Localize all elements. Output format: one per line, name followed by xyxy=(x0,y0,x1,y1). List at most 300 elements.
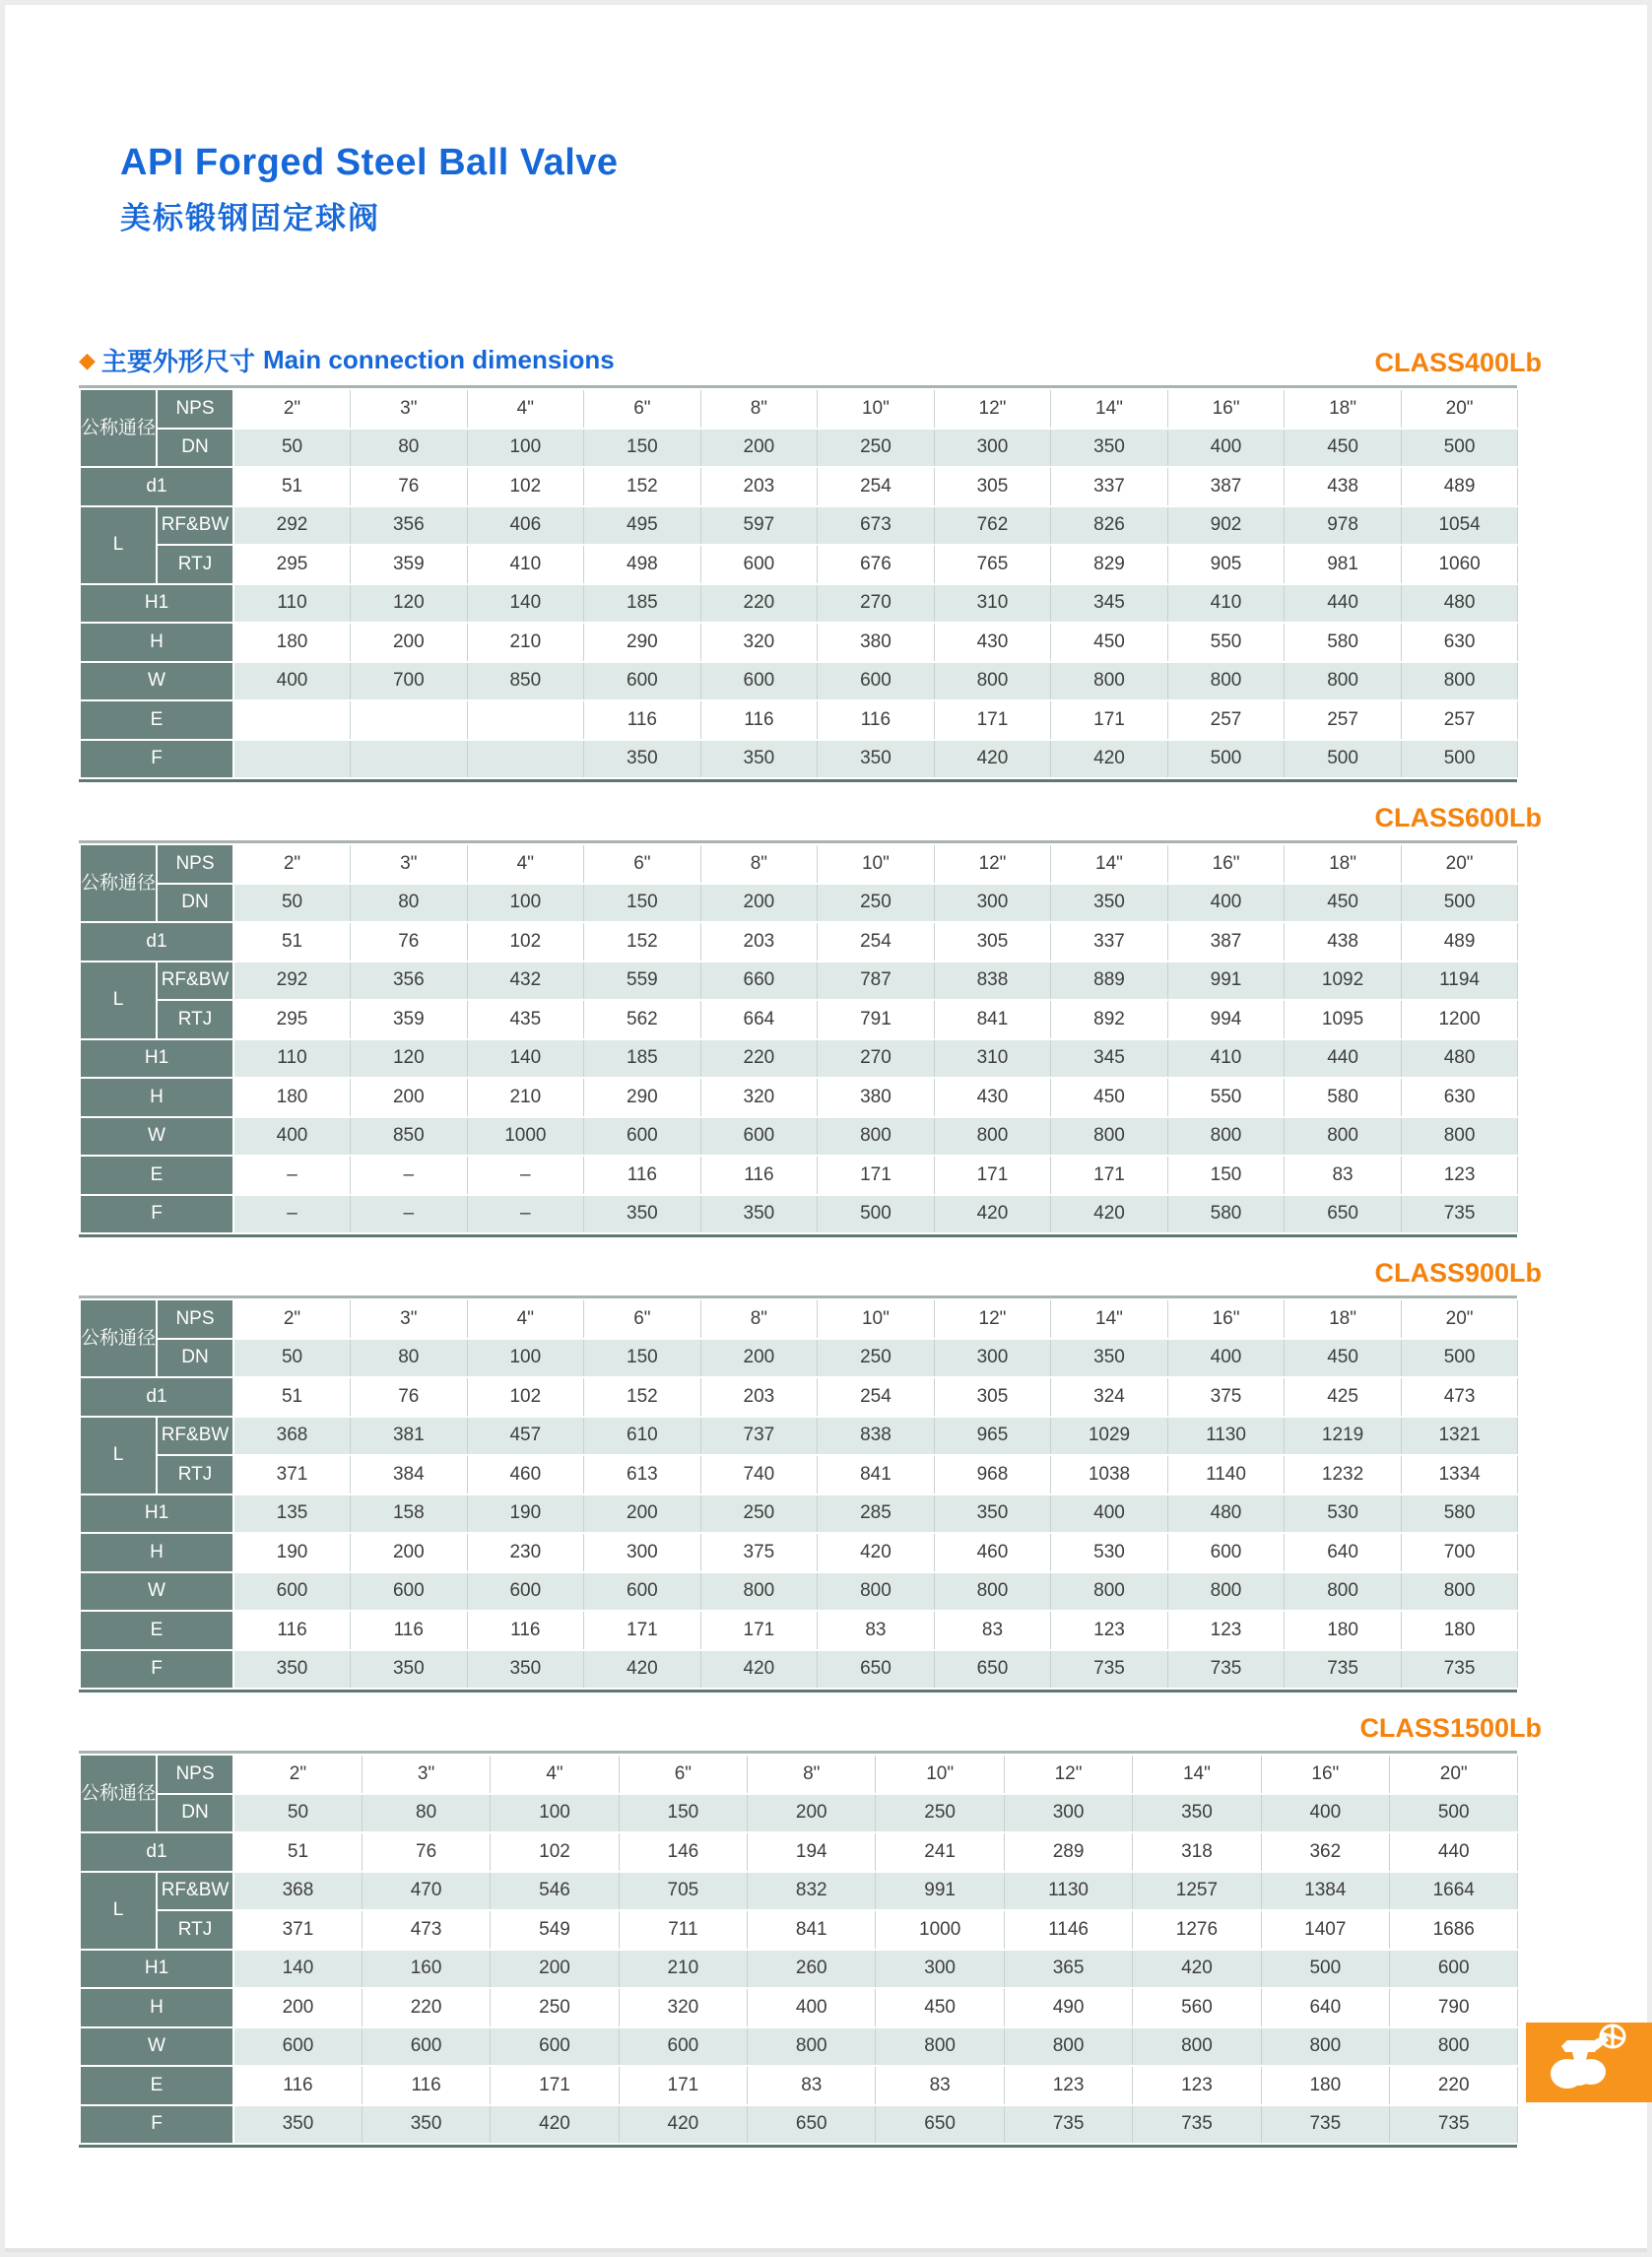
table-cell: 345 xyxy=(1051,584,1168,624)
table-cell: 140 xyxy=(467,1039,584,1079)
table-cell: 8" xyxy=(700,389,818,429)
table-cell: 800 xyxy=(818,1572,935,1612)
table-cell: 300 xyxy=(584,1533,701,1572)
table-cell: 350 xyxy=(818,740,935,779)
table-cell: 800 xyxy=(876,2027,1004,2067)
table-cell: 200 xyxy=(700,884,818,923)
table-cell: 460 xyxy=(934,1533,1051,1572)
table-cell: 14" xyxy=(1051,844,1168,884)
table-cell: 673 xyxy=(818,506,935,546)
table-cell: 8" xyxy=(748,1755,876,1794)
table-cell: 171 xyxy=(1051,1156,1168,1195)
table-cell: 300 xyxy=(1004,1794,1132,1833)
table-cell: 254 xyxy=(818,922,935,962)
table-row xyxy=(80,1950,1518,1989)
table-cell: 116 xyxy=(362,2066,490,2105)
table-cell: 356 xyxy=(351,962,468,1001)
table-cell: 1060 xyxy=(1401,545,1518,584)
table-cell: 50 xyxy=(233,429,351,468)
table-cell: 16" xyxy=(1167,389,1285,429)
table-cell: 735 xyxy=(1133,2105,1261,2145)
section-heading-en: Main connection dimensions xyxy=(262,345,615,374)
table-cell: 800 xyxy=(1285,1117,1402,1157)
table-cell: 1200 xyxy=(1401,1000,1518,1039)
table-cell: 260 xyxy=(748,1950,876,1989)
table-cell: 285 xyxy=(818,1494,935,1534)
table-cell: 705 xyxy=(619,1872,747,1911)
table-cell: 400 xyxy=(748,1988,876,2027)
table-cell: 546 xyxy=(491,1872,619,1911)
table-cell: 650 xyxy=(876,2105,1004,2145)
table-cell: 1276 xyxy=(1133,1910,1261,1950)
table-cell: 600 xyxy=(351,1572,468,1612)
table-cell: 600 xyxy=(584,1117,701,1157)
table-cell: 250 xyxy=(491,1988,619,2027)
table-row xyxy=(80,1195,1518,1234)
table-cell: 368 xyxy=(233,1417,351,1456)
table-cell: 300 xyxy=(876,1950,1004,1989)
table-cell: 800 xyxy=(1004,2027,1132,2067)
table-cell: 116 xyxy=(233,1611,351,1650)
table-cell: 530 xyxy=(1285,1494,1402,1534)
table-cell: 580 xyxy=(1285,623,1402,662)
table-row xyxy=(80,1910,1518,1950)
table-cell: 700 xyxy=(351,662,468,701)
table-cell: 700 xyxy=(1401,1533,1518,1572)
table-cell: 102 xyxy=(467,467,584,506)
table-cell: 350 xyxy=(1051,429,1168,468)
table-cell: 800 xyxy=(934,1117,1051,1157)
table-cell: 664 xyxy=(700,1000,818,1039)
table-cell: 600 xyxy=(818,662,935,701)
table-cell: 420 xyxy=(934,740,1051,779)
table-cell: 400 xyxy=(1167,1339,1285,1378)
table-cell: 185 xyxy=(584,1039,701,1079)
table-cell: 230 xyxy=(467,1533,584,1572)
table-cell: 600 xyxy=(233,2027,362,2067)
table-cell: 20" xyxy=(1390,1755,1518,1794)
table-cell: 735 xyxy=(1401,1650,1518,1690)
row-label: RF&BW xyxy=(157,1872,233,1911)
table-cell: 337 xyxy=(1051,922,1168,962)
table-cell: 841 xyxy=(934,1000,1051,1039)
table-cell: 735 xyxy=(1261,2105,1389,2145)
table-cell: 375 xyxy=(700,1533,818,1572)
table-cell: 650 xyxy=(1285,1195,1402,1234)
table-cell: – xyxy=(233,1195,351,1234)
table-cell: 597 xyxy=(700,506,818,546)
row-label: L xyxy=(80,506,157,584)
ball-valve-icon xyxy=(1526,2023,1652,2102)
table-cell: 180 xyxy=(1261,2066,1389,2105)
table-row xyxy=(80,1533,1518,1572)
table-row xyxy=(80,429,1518,468)
table-cell: 711 xyxy=(619,1910,747,1950)
table-cell: 1095 xyxy=(1285,1000,1402,1039)
table-cell: 600 xyxy=(700,1117,818,1157)
table-cell: 400 xyxy=(1167,884,1285,923)
row-label: F xyxy=(80,1650,233,1690)
table-cell: 180 xyxy=(1401,1611,1518,1650)
table-row xyxy=(80,700,1518,740)
row-label: W xyxy=(80,1572,233,1612)
table-cell: 12" xyxy=(934,1299,1051,1339)
table-row xyxy=(80,1494,1518,1534)
table-cell: 500 xyxy=(1401,429,1518,468)
row-label: NPS xyxy=(157,844,233,884)
table-cell: 580 xyxy=(1285,1078,1402,1117)
table-row xyxy=(80,740,1518,779)
table-cell: 640 xyxy=(1285,1533,1402,1572)
row-label: d1 xyxy=(80,1377,233,1417)
table-cell: 440 xyxy=(1390,1832,1518,1872)
table-cell: 562 xyxy=(584,1000,701,1039)
table-cell: 51 xyxy=(233,1832,362,1872)
table-cell: 420 xyxy=(934,1195,1051,1234)
table-cell: 14" xyxy=(1051,389,1168,429)
table-cell: 425 xyxy=(1285,1377,1402,1417)
table-cell: 116 xyxy=(233,2066,362,2105)
table-cell: 420 xyxy=(491,2105,619,2145)
table-cell: 116 xyxy=(700,1156,818,1195)
table-cell: 410 xyxy=(1167,1039,1285,1079)
table-cell: 735 xyxy=(1401,1195,1518,1234)
table-cell: 892 xyxy=(1051,1000,1168,1039)
table-cell: 80 xyxy=(362,1794,490,1833)
table-cell: 800 xyxy=(1285,1572,1402,1612)
table-cell: 171 xyxy=(584,1611,701,1650)
section-header xyxy=(79,1714,1542,1744)
table-cell: 250 xyxy=(818,429,935,468)
table-row xyxy=(80,1455,1518,1494)
table-cell: 430 xyxy=(934,623,1051,662)
table-cell: 110 xyxy=(233,1039,351,1079)
table-row xyxy=(80,1339,1518,1378)
table-cell: 1054 xyxy=(1401,506,1518,546)
class-label-1500: CLASS1500Lb xyxy=(1359,1713,1542,1743)
row-label: 公称通径 xyxy=(80,1755,157,1832)
table-cell: 359 xyxy=(351,545,468,584)
table-cell: 3" xyxy=(351,844,468,884)
table-cell: 200 xyxy=(584,1494,701,1534)
table-cell: 289 xyxy=(1004,1832,1132,1872)
table-cell: – xyxy=(351,1195,468,1234)
table-cell: 152 xyxy=(584,922,701,962)
table-cell: 16" xyxy=(1167,1299,1285,1339)
table-cell xyxy=(467,700,584,740)
table-cell: 1232 xyxy=(1285,1455,1402,1494)
row-label: d1 xyxy=(80,1832,233,1872)
table-cell: 500 xyxy=(1401,1339,1518,1378)
table-cell: 150 xyxy=(584,1339,701,1378)
table-cell: 80 xyxy=(351,884,468,923)
table-cell: 610 xyxy=(584,1417,701,1456)
table-cell: 300 xyxy=(934,884,1051,923)
row-label: DN xyxy=(157,884,233,923)
table-cell: 600 xyxy=(584,1572,701,1612)
row-label: 公称通径 xyxy=(80,1299,157,1377)
class-label-900: CLASS900Lb xyxy=(1374,1258,1542,1288)
section-heading xyxy=(79,342,615,378)
table-row xyxy=(80,1611,1518,1650)
table-cell: 300 xyxy=(934,1339,1051,1378)
table-row xyxy=(80,1832,1518,1872)
table-cell: 375 xyxy=(1167,1377,1285,1417)
table-cell: 480 xyxy=(1167,1494,1285,1534)
table-row xyxy=(80,844,1518,884)
table-cell: 489 xyxy=(1401,922,1518,962)
dimensions-table-class900 xyxy=(79,1295,1517,1693)
row-label: RF&BW xyxy=(157,506,233,546)
table-cell: 210 xyxy=(619,1950,747,1989)
table-cell: 800 xyxy=(1401,1572,1518,1612)
row-label: F xyxy=(80,740,233,779)
table-cell: 123 xyxy=(1167,1611,1285,1650)
section-header xyxy=(79,1259,1542,1289)
row-label: H xyxy=(80,1988,233,2027)
table-cell: 1407 xyxy=(1261,1910,1389,1950)
row-label: H1 xyxy=(80,1039,233,1079)
table-cell: 100 xyxy=(491,1794,619,1833)
table-cell: 660 xyxy=(700,962,818,1001)
table-cell: 550 xyxy=(1167,1078,1285,1117)
table-cell: 489 xyxy=(1401,467,1518,506)
table-cell: 420 xyxy=(584,1650,701,1690)
table-cell: 185 xyxy=(584,584,701,624)
table-cell: 150 xyxy=(584,429,701,468)
row-label: F xyxy=(80,2105,233,2145)
row-label: NPS xyxy=(157,389,233,429)
table-cell: 420 xyxy=(700,1650,818,1690)
table-cell: 2" xyxy=(233,389,351,429)
table-cell: 420 xyxy=(1133,1950,1261,1989)
table-cell: 320 xyxy=(700,623,818,662)
table-cell: 438 xyxy=(1285,467,1402,506)
table-cell: 250 xyxy=(818,1339,935,1378)
table-cell: 152 xyxy=(584,1377,701,1417)
table-cell: 200 xyxy=(351,1078,468,1117)
table-cell: 790 xyxy=(1390,1988,1518,2027)
table-cell: – xyxy=(467,1156,584,1195)
table-row xyxy=(80,1117,1518,1157)
dimension-table xyxy=(79,1298,1518,1690)
table-cell xyxy=(233,740,351,779)
table-cell: 150 xyxy=(1167,1156,1285,1195)
table-cell: 676 xyxy=(818,545,935,584)
table-cell: 432 xyxy=(467,962,584,1001)
table-cell: 380 xyxy=(818,1078,935,1117)
diamond-icon: ◆ xyxy=(79,347,96,372)
table-cell: 310 xyxy=(934,584,1051,624)
table-cell: 337 xyxy=(1051,467,1168,506)
table-cell: 120 xyxy=(351,1039,468,1079)
table-cell: 16" xyxy=(1167,844,1285,884)
table-cell: 310 xyxy=(934,1039,1051,1079)
table-cell: 384 xyxy=(351,1455,468,1494)
table-cell: 200 xyxy=(700,1339,818,1378)
table-cell: 116 xyxy=(584,700,701,740)
table-cell: 100 xyxy=(467,429,584,468)
table-cell: 140 xyxy=(233,1950,362,1989)
table-cell: 100 xyxy=(467,1339,584,1378)
table-cell: 991 xyxy=(1167,962,1285,1001)
table-cell: 981 xyxy=(1285,545,1402,584)
table-cell: 250 xyxy=(876,1794,1004,1833)
row-label: E xyxy=(80,1156,233,1195)
row-label: H1 xyxy=(80,1494,233,1534)
table-cell: 194 xyxy=(748,1832,876,1872)
table-cell: 905 xyxy=(1167,545,1285,584)
table-cell: 600 xyxy=(619,2027,747,2067)
row-label: H1 xyxy=(80,1950,233,1989)
table-cell: 20" xyxy=(1401,389,1518,429)
table-cell: 254 xyxy=(818,1377,935,1417)
table-row xyxy=(80,389,1518,429)
table-row xyxy=(80,1299,1518,1339)
table-cell: 500 xyxy=(1285,740,1402,779)
table-cell: 100 xyxy=(467,884,584,923)
table-cell: 250 xyxy=(700,1494,818,1534)
table-cell: 838 xyxy=(818,1417,935,1456)
table-cell: 500 xyxy=(1167,740,1285,779)
table-row xyxy=(80,1039,1518,1079)
table-cell: 735 xyxy=(1167,1650,1285,1690)
row-label: L xyxy=(80,962,157,1039)
dimensions-table-class400 xyxy=(79,385,1517,782)
table-cell: – xyxy=(467,1195,584,1234)
table-cell: 800 xyxy=(1051,1572,1168,1612)
table-cell: 460 xyxy=(467,1455,584,1494)
table-cell: 80 xyxy=(351,429,468,468)
table-cell: 171 xyxy=(934,700,1051,740)
table-cell: 387 xyxy=(1167,467,1285,506)
table-cell: 457 xyxy=(467,1417,584,1456)
table-cell: 150 xyxy=(619,1794,747,1833)
table-cell: 800 xyxy=(748,2027,876,2067)
table-cell: 640 xyxy=(1261,1988,1389,2027)
table-cell: 16" xyxy=(1261,1755,1389,1794)
table-cell: 1130 xyxy=(1004,1872,1132,1911)
content-area xyxy=(79,343,1542,2148)
table-cell: 600 xyxy=(1390,1950,1518,1989)
table-cell: 318 xyxy=(1133,1832,1261,1872)
table-row xyxy=(80,506,1518,546)
table-cell: 1092 xyxy=(1285,962,1402,1001)
table-row xyxy=(80,922,1518,962)
table-cell: 350 xyxy=(700,740,818,779)
table-cell: 400 xyxy=(1167,429,1285,468)
table-cell: 51 xyxy=(233,467,351,506)
table-cell: 1130 xyxy=(1167,1417,1285,1456)
table-cell: 450 xyxy=(1051,623,1168,662)
table-row xyxy=(80,884,1518,923)
table-row xyxy=(80,1794,1518,1833)
table-row xyxy=(80,2027,1518,2067)
table-cell: 450 xyxy=(1285,1339,1402,1378)
table-cell: 320 xyxy=(700,1078,818,1117)
table-cell: 4" xyxy=(467,389,584,429)
table-cell: 171 xyxy=(491,2066,619,2105)
table-cell: 490 xyxy=(1004,1988,1132,2027)
row-label: W xyxy=(80,662,233,701)
table-row xyxy=(80,1755,1518,1794)
table-cell: 290 xyxy=(584,623,701,662)
table-cell: 800 xyxy=(1261,2027,1389,2067)
row-label: DN xyxy=(157,1794,233,1833)
table-cell: 2" xyxy=(233,1755,362,1794)
table-cell: 480 xyxy=(1401,584,1518,624)
table-cell: 350 xyxy=(1051,1339,1168,1378)
table-cell: 4" xyxy=(467,844,584,884)
table-cell: 180 xyxy=(233,623,351,662)
table-cell: 190 xyxy=(467,1494,584,1534)
table-cell: 83 xyxy=(748,2066,876,2105)
table-cell: 850 xyxy=(351,1117,468,1157)
table-cell: 500 xyxy=(1261,1950,1389,1989)
table-cell: 116 xyxy=(351,1611,468,1650)
table-cell: 832 xyxy=(748,1872,876,1911)
table-cell: 350 xyxy=(351,1650,468,1690)
section-heading-zh: 主要外形尺寸 xyxy=(100,347,255,376)
table-cell: 83 xyxy=(1285,1156,1402,1195)
table-cell: 438 xyxy=(1285,922,1402,962)
table-cell: 371 xyxy=(233,1910,362,1950)
table-cell: 8" xyxy=(700,1299,818,1339)
row-label: H xyxy=(80,1078,233,1117)
table-cell: 350 xyxy=(1051,884,1168,923)
table-cell: 257 xyxy=(1401,700,1518,740)
table-cell: 350 xyxy=(467,1650,584,1690)
table-cell: 116 xyxy=(818,700,935,740)
table-cell: 735 xyxy=(1285,1650,1402,1690)
table-cell: 600 xyxy=(700,545,818,584)
table-cell: 1146 xyxy=(1004,1910,1132,1950)
table-cell: 50 xyxy=(233,884,351,923)
table-cell: 1029 xyxy=(1051,1417,1168,1456)
table-cell: 450 xyxy=(1285,884,1402,923)
table-cell: 1140 xyxy=(1167,1455,1285,1494)
table-cell: 350 xyxy=(700,1195,818,1234)
row-label: E xyxy=(80,2066,233,2105)
table-cell: 3" xyxy=(362,1755,490,1794)
table-cell: 1664 xyxy=(1390,1872,1518,1911)
table-cell: 800 xyxy=(934,1572,1051,1612)
class-label-600: CLASS600Lb xyxy=(1374,803,1542,832)
table-row xyxy=(80,1417,1518,1456)
table-cell: 292 xyxy=(233,506,351,546)
dimensions-table-class600 xyxy=(79,840,1517,1237)
table-cell: 968 xyxy=(934,1455,1051,1494)
table-cell: 530 xyxy=(1051,1533,1168,1572)
table-cell: 359 xyxy=(351,1000,468,1039)
table-row xyxy=(80,1650,1518,1690)
table-cell: 735 xyxy=(1051,1650,1168,1690)
table-cell: 841 xyxy=(818,1455,935,1494)
table-row xyxy=(80,2066,1518,2105)
table-cell: 650 xyxy=(934,1650,1051,1690)
table-cell: 600 xyxy=(700,662,818,701)
table-cell: 991 xyxy=(876,1872,1004,1911)
table-cell: 600 xyxy=(584,662,701,701)
table-cell: 838 xyxy=(934,962,1051,1001)
table-cell: 800 xyxy=(934,662,1051,701)
table-cell: 994 xyxy=(1167,1000,1285,1039)
table-cell: 14" xyxy=(1051,1299,1168,1339)
table-cell: 850 xyxy=(467,662,584,701)
table-cell: 430 xyxy=(934,1078,1051,1117)
table-cell: 965 xyxy=(934,1417,1051,1456)
row-label: NPS xyxy=(157,1755,233,1794)
